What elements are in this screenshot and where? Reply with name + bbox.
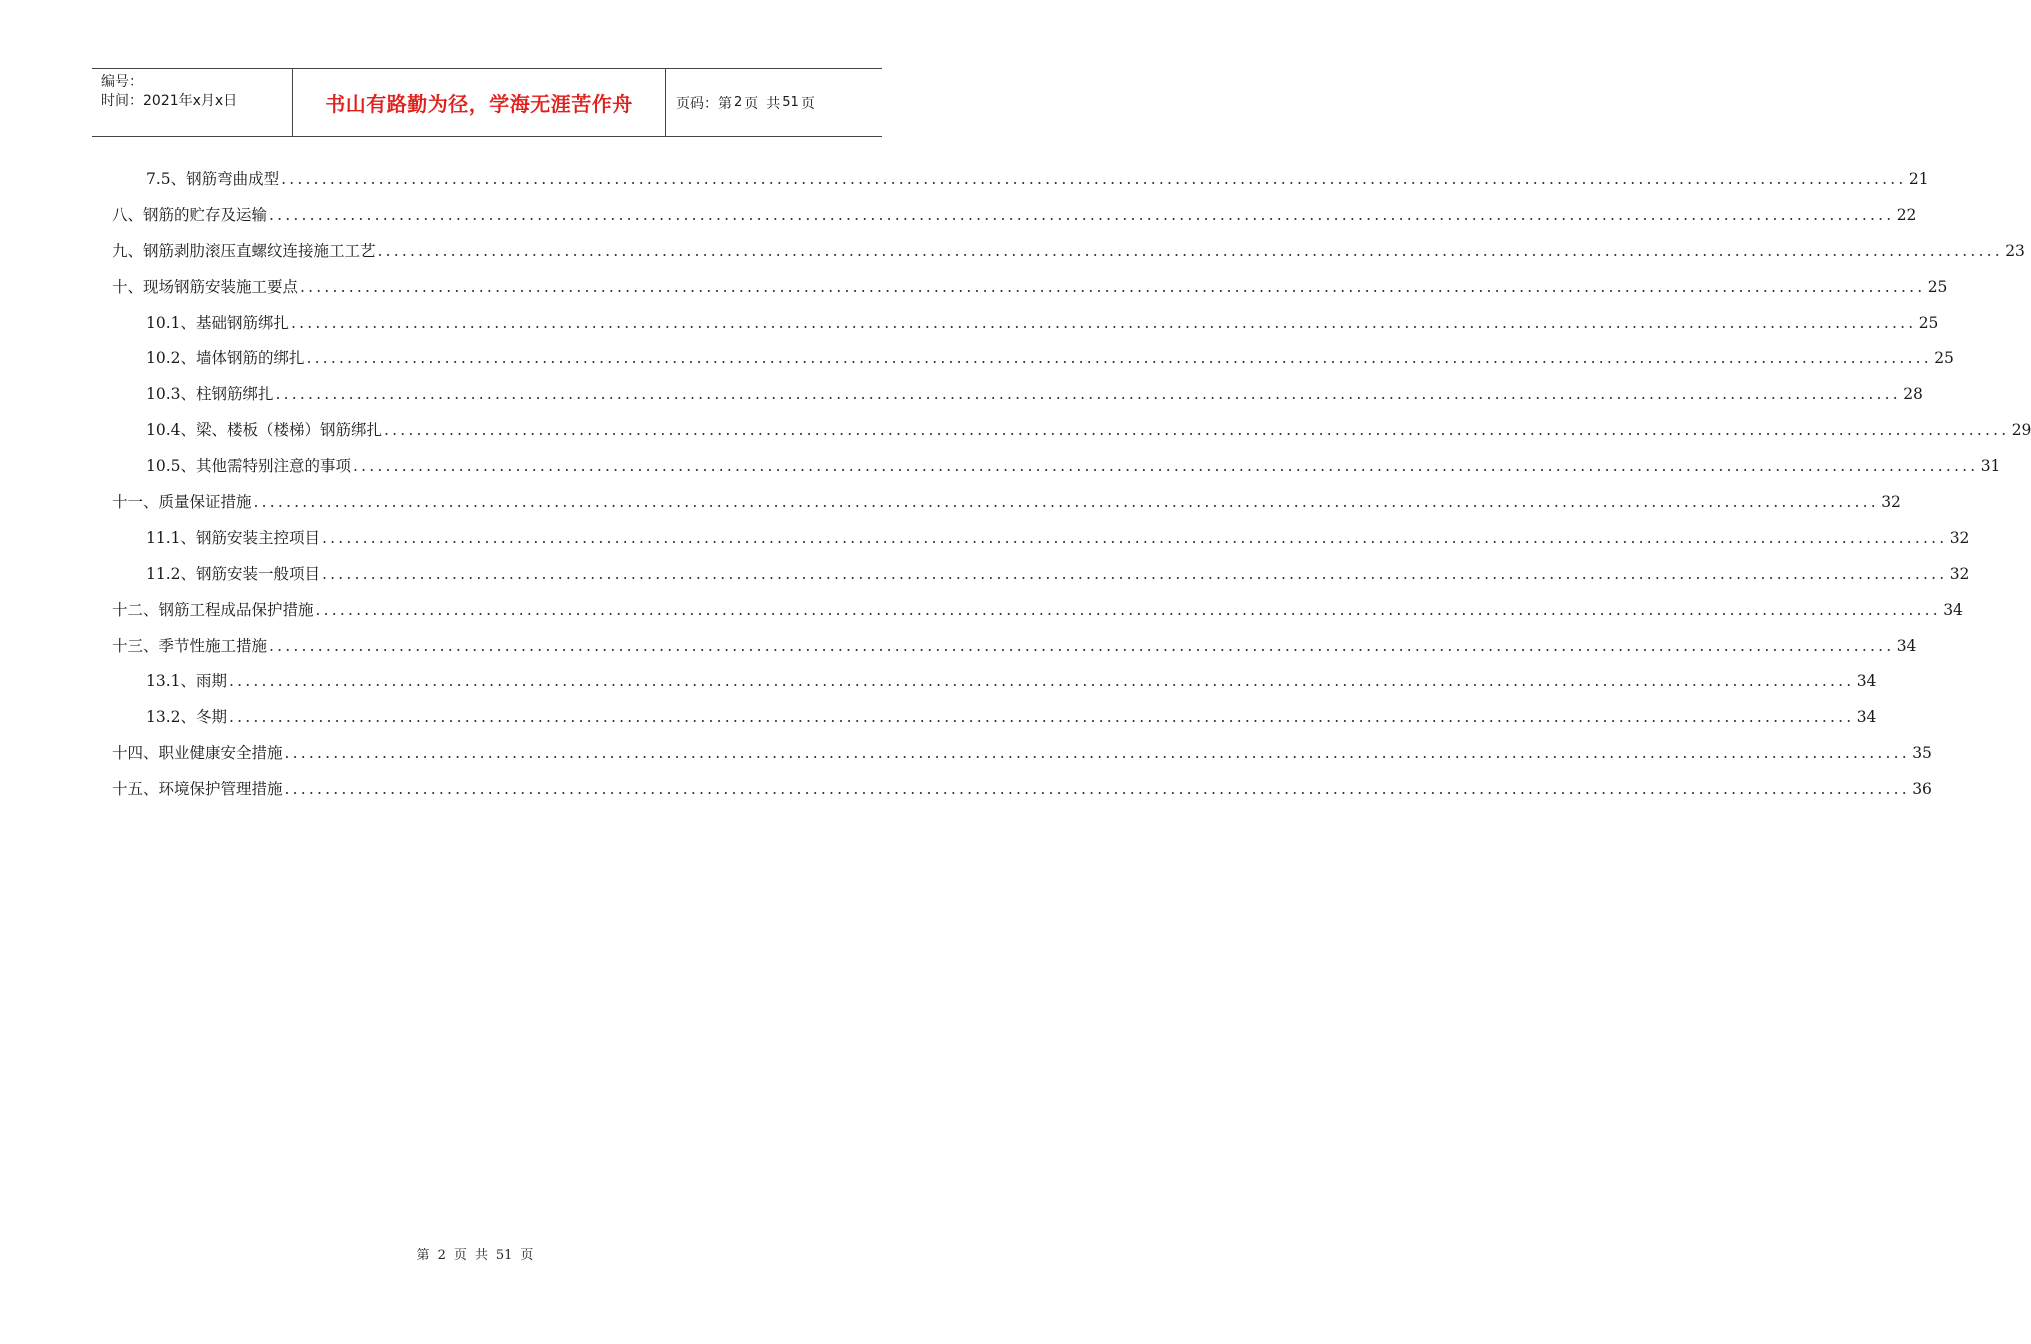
toc-entry-page: 31	[1980, 457, 2001, 476]
toc-entry-title: 11.1、钢筋安装主控项目	[146, 528, 321, 547]
toc-entry[interactable]	[112, 198, 1917, 234]
toc-entry[interactable]	[112, 377, 1923, 413]
toc-entry-title: 十三、季节性施工措施	[112, 636, 268, 655]
toc-leader-dots: ........................................................................................................................................................................................................	[291, 313, 1917, 332]
page-header	[92, 68, 882, 137]
toc-entry-title: 11.2、钢筋安装一般项目	[146, 564, 321, 583]
toc-leader-dots: ........................................................................................................................................................................................................	[384, 421, 2010, 440]
toc-entry-page: 22	[1896, 205, 1917, 224]
footer-mid: 页	[453, 1248, 467, 1263]
toc-leader-dots: ........................................................................................................................................................................................................	[322, 528, 1948, 547]
toc-leader-dots: ........................................................................................................................................................................................................	[315, 600, 1941, 619]
toc-entry[interactable]	[112, 162, 1929, 198]
toc-entry-title: 十五、环境保护管理措施	[112, 780, 283, 799]
toc-entry-title: 十一、质量保证措施	[112, 493, 252, 512]
toc-leader-dots: ........................................................................................................................................................................................................	[322, 564, 1948, 583]
date-line	[101, 92, 292, 111]
table-of-contents	[112, 162, 2031, 808]
toc-entry-title: 7.5、钢筋弯曲成型	[146, 170, 280, 188]
toc-entry-page: 25	[1918, 313, 1939, 332]
toc-entry-page: 23	[2005, 241, 2025, 260]
toc-leader-dots: ........................................................................................................................................................................................................	[253, 493, 1879, 512]
footer-suffix: 页	[520, 1248, 534, 1263]
toc-entry-page: 35	[1912, 744, 1932, 763]
toc-entry-title: 10.5、其他需特别注意的事项	[146, 457, 352, 476]
toc-leader-dots: ........................................................................................................................................................................................................	[229, 708, 1855, 727]
toc-entry-page: 34	[1856, 672, 1877, 691]
toc-entry[interactable]	[112, 270, 1948, 306]
footer-total: 51	[495, 1248, 513, 1263]
toc-entry[interactable]	[112, 772, 1932, 808]
toc-entry[interactable]	[112, 485, 1901, 521]
toc-entry[interactable]	[112, 557, 1970, 593]
footer-prefix: 第	[416, 1248, 430, 1263]
page-current: 2	[734, 95, 743, 110]
toc-entry[interactable]	[112, 629, 1917, 665]
page-mid: 页	[744, 95, 759, 112]
toc-leader-dots: ........................................................................................................................................................................................................	[306, 349, 1932, 368]
toc-entry-title: 十四、职业健康安全措施	[112, 744, 283, 763]
header-meta	[92, 69, 293, 136]
toc-entry-page: 34	[1856, 708, 1877, 727]
toc-entry-title: 十、现场钢筋安装施工要点	[112, 277, 299, 296]
toc-entry-title: 13.2、冬期	[146, 708, 228, 727]
toc-leader-dots: ........................................................................................................................................................................................................	[269, 205, 1895, 224]
toc-entry[interactable]	[112, 449, 2001, 485]
footer-current: 2	[437, 1248, 446, 1263]
page-total-prefix: 共	[766, 95, 781, 112]
toc-entry[interactable]	[112, 736, 1932, 772]
date-label: 时间：	[101, 93, 143, 109]
page-total: 51	[782, 95, 799, 110]
toc-entry-page: 28	[1903, 385, 1923, 404]
toc-entry-title: 10.1、基础钢筋绑扎	[146, 313, 290, 332]
footer-total-prefix: 共	[474, 1248, 488, 1263]
toc-leader-dots: ........................................................................................................................................................................................................	[300, 277, 1926, 296]
toc-entry-page: 34	[1943, 600, 1963, 619]
toc-entry-page: 32	[1949, 528, 1970, 547]
toc-entry-title: 10.2、墙体钢筋的绑扎	[146, 349, 305, 368]
toc-entry-title: 13.1、雨期	[146, 672, 228, 691]
toc-entry[interactable]	[112, 700, 1877, 736]
toc-entry-page: 32	[1881, 493, 1901, 512]
page-suffix: 页	[800, 95, 815, 112]
toc-entry-page: 34	[1896, 636, 1917, 655]
toc-entry-page: 21	[1908, 170, 1929, 188]
toc-leader-dots: ........................................................................................................................................................................................................	[281, 170, 1907, 188]
toc-entry-title: 十二、钢筋工程成品保护措施	[112, 600, 314, 619]
toc-entry-title: 九、钢筋剥肋滚压直螺纹连接施工工艺	[112, 241, 376, 260]
date-value: 2021年x月x日	[143, 93, 238, 109]
header-motto: 书山有路勤为径，学海无涯苦作舟	[293, 69, 666, 136]
toc-leader-dots: ........................................................................................................................................................................................................	[284, 744, 1910, 763]
serial-label: 编号：	[101, 74, 143, 90]
page-footer	[0, 1244, 950, 1263]
toc-entry-page: 32	[1949, 564, 1970, 583]
toc-entry-page: 29	[2011, 421, 2031, 440]
toc-entry-page: 25	[1934, 349, 1954, 368]
toc-leader-dots: ........................................................................................................................................................................................................	[275, 385, 1901, 404]
header-page-number	[666, 69, 882, 136]
toc-entry[interactable]	[112, 234, 2025, 270]
toc-entry-page: 36	[1912, 780, 1932, 799]
toc-leader-dots: ........................................................................................................................................................................................................	[284, 780, 1910, 799]
toc-entry-title: 八、钢筋的贮存及运输	[112, 205, 268, 224]
toc-leader-dots: ........................................................................................................................................................................................................	[229, 672, 1855, 691]
toc-entry[interactable]	[112, 664, 1877, 700]
toc-leader-dots: ........................................................................................................................................................................................................	[377, 241, 2003, 260]
toc-entry[interactable]	[112, 341, 1954, 377]
toc-leader-dots: ........................................................................................................................................................................................................	[269, 636, 1895, 655]
page-prefix: 页码：第	[676, 95, 732, 112]
toc-leader-dots: ........................................................................................................................................................................................................	[353, 457, 1979, 476]
toc-entry-page: 25	[1927, 277, 1948, 296]
toc-entry-title: 10.3、柱钢筋绑扎	[146, 385, 274, 404]
toc-entry[interactable]	[112, 521, 1970, 557]
toc-entry-title: 10.4、梁、楼板（楼梯）钢筋绑扎	[146, 421, 383, 440]
toc-entry[interactable]	[112, 413, 2031, 449]
toc-entry[interactable]	[112, 306, 1939, 342]
toc-entry[interactable]	[112, 593, 1963, 629]
